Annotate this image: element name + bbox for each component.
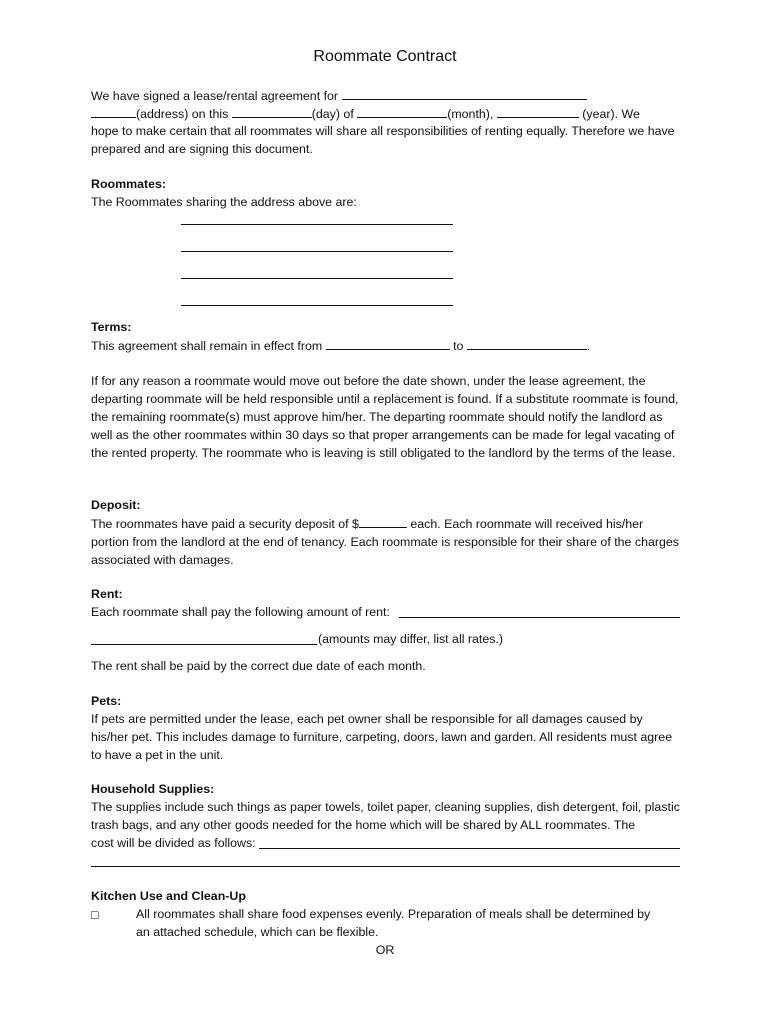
end-date-blank[interactable]: [467, 336, 587, 350]
supplies-paragraph: The supplies include such things as paper towels, toilet paper, cleaning supplies, dish detergent, foil, plastic trash bags, and any other goods needed for the home which will be shared by ALL roommates. The: [91, 800, 680, 832]
intro-paragraph: hope to make certain that all roommates will share all responsibilities of renting equally. Therefore we have prepared and are signing this document.: [91, 124, 675, 156]
terms-paragraph: If for any reason a roommate would move out before the date shown, under the lease agreement, the departing roommate will be held responsible until a replacement is found. If a substitute roommate is found, the remaining roommate(s) must approve him/her. The departing roommate should notify the landlord as well as the other roommates within 30 days so that proper arrangements can be made for legal vacating of the rented property. The roommate who is leaving is still obligated to the landlord by the terms of the lease.: [91, 374, 679, 460]
day-blank[interactable]: [232, 104, 312, 118]
kitchen-heading: Kitchen Use and Clean-Up: [91, 889, 246, 903]
deposit-heading: Deposit:: [91, 498, 141, 512]
kitchen-option-1: All roommates shall share food expenses evenly. Preparation of meals shall be determined by an attached schedule, which can be flexible.: [136, 907, 651, 939]
roommate-name-line-4[interactable]: [181, 305, 453, 306]
supplies-heading: Household Supplies:: [91, 782, 215, 796]
roommate-name-line-3[interactable]: [181, 278, 453, 279]
rent-due-text: The rent shall be paid by the correct due date of each month.: [91, 659, 426, 673]
cost-division-line-1[interactable]: [259, 848, 680, 849]
address-blank[interactable]: [91, 104, 136, 118]
rent-amount-line-1[interactable]: [399, 617, 680, 618]
or-divider: OR: [375, 943, 395, 957]
cost-division-line-2[interactable]: [91, 866, 680, 867]
deposit-paragraph: The roommates have paid a security deposit of $ each. Each roommate will received his/her portion from the landlord at the end of tenancy. Each roommate is responsible for their share of the charges associated with damages.: [91, 514, 683, 569]
rent-line: Each roommate shall pay the following amount of rent:: [91, 605, 390, 619]
rent-amounts-note: (amounts may differ, list all rates.): [318, 632, 504, 646]
pets-paragraph: If pets are permitted under the lease, each pet owner shall be responsible for all damages caused by his/her pet. This includes damage to furniture, carpeting, doors, lawn and garden. All residents must agree to have a pet in the unit.: [91, 712, 673, 762]
terms-heading: Terms:: [91, 320, 132, 334]
roommates-heading: Roommates:: [91, 177, 167, 191]
deposit-amount-blank[interactable]: [359, 514, 407, 528]
kitchen-option-checkbox-icon[interactable]: □: [91, 908, 99, 922]
rent-heading: Rent:: [91, 587, 123, 601]
supplies-cost-line: cost will be divided as follows:: [91, 836, 256, 850]
pets-heading: Pets:: [91, 694, 122, 708]
terms-line: This agreement shall remain in effect from to .: [91, 336, 683, 355]
roommates-text: The Roommates sharing the address above are:: [91, 195, 357, 209]
document-title: Roommate Contract: [313, 48, 457, 65]
month-blank[interactable]: [357, 104, 447, 118]
roommate-name-line-2[interactable]: [181, 251, 453, 252]
year-blank[interactable]: [497, 104, 579, 118]
intro-line-1: We have signed a lease/rental agreement for: [91, 86, 683, 105]
start-date-blank[interactable]: [326, 336, 450, 350]
intro-line-2: (address) on this (day) of (month), (year). We: [91, 104, 683, 123]
lease-name-blank[interactable]: [342, 86, 587, 100]
rent-amount-line-2[interactable]: [91, 644, 317, 645]
roommate-name-line-1[interactable]: [181, 224, 453, 225]
